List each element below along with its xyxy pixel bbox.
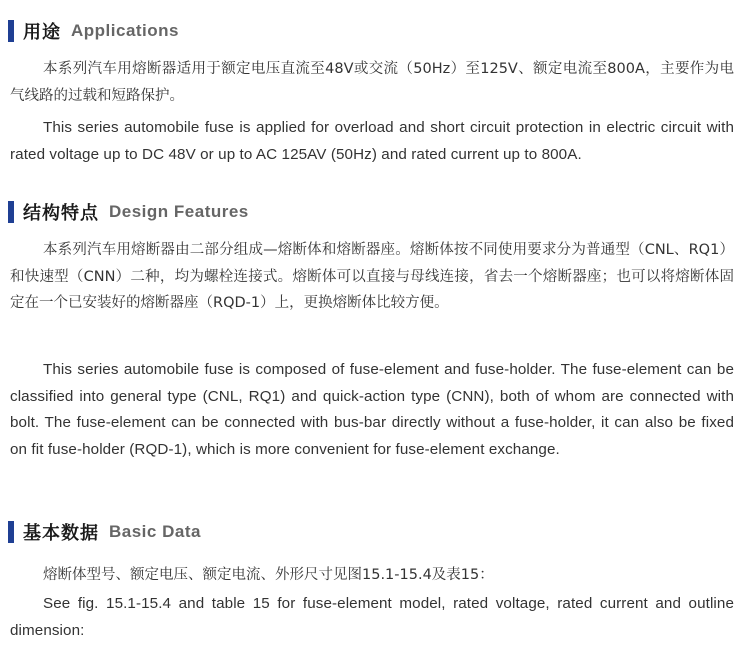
heading-accent-bar <box>8 201 14 223</box>
heading-cn: 基本数据 <box>23 523 99 544</box>
heading-accent-bar <box>8 20 14 42</box>
applications-cn-paragraph: 本系列汽车用熔断器适用于额定电压直流至48V或交流（50Hz）至125V、额定电流至800A，主要作为电气线路的过载和短路保护。 <box>10 61 734 104</box>
heading-cn: 结构特点 <box>23 203 99 224</box>
section-heading-design-features <box>8 199 249 225</box>
section-heading-applications <box>8 18 179 44</box>
basic-data-en-paragraph: See fig. 15.1-15.4 and table 15 for fuse-element model, rated voltage, rated current and outline dimension: <box>10 595 734 639</box>
heading-en: Applications <box>71 21 180 40</box>
applications-en-paragraph: This series automobile fuse is applied for overload and short circuit protection in electric circuit with rated voltage up to DC 48V or up to AC 125AV (50Hz) and rated current up to 800A. <box>10 119 734 163</box>
heading-en: Design Features <box>109 202 249 221</box>
heading-en: Basic Data <box>109 522 201 541</box>
design-features-cn-paragraph: 本系列汽车用熔断器由二部分组成—熔断体和熔断器座。熔断体按不同使用要求分为普通型（CNL、RQ1）和快速型（CNN）二种，均为螺栓连接式。熔断体可以直接与母线连接，省去一个熔断器座；也可以将熔断体固定在一个已安装好的熔断器座（RQD-1）上，更换熔断体比较方便。 <box>10 242 734 311</box>
basic-data-cn-paragraph: 熔断体型号、额定电压、额定电流、外形尺寸见图15.1-15.4及表15： <box>43 567 494 583</box>
section-heading-basic-data <box>8 519 201 545</box>
heading-cn: 用途 <box>23 22 61 43</box>
design-features-en-paragraph: This series automobile fuse is composed of fuse-element and fuse-holder. The fuse-element can be classified into general type (CNL, RQ1) and quick-action type (CNN), both of whom are connected with bolt. The fuse-element can be connected with bus-bar directly without a fuse-holder, it can also be fixed on fit fuse-holder (RQD-1), which is more convenient for fuse-element exchange. <box>10 361 734 458</box>
heading-accent-bar <box>8 521 14 543</box>
